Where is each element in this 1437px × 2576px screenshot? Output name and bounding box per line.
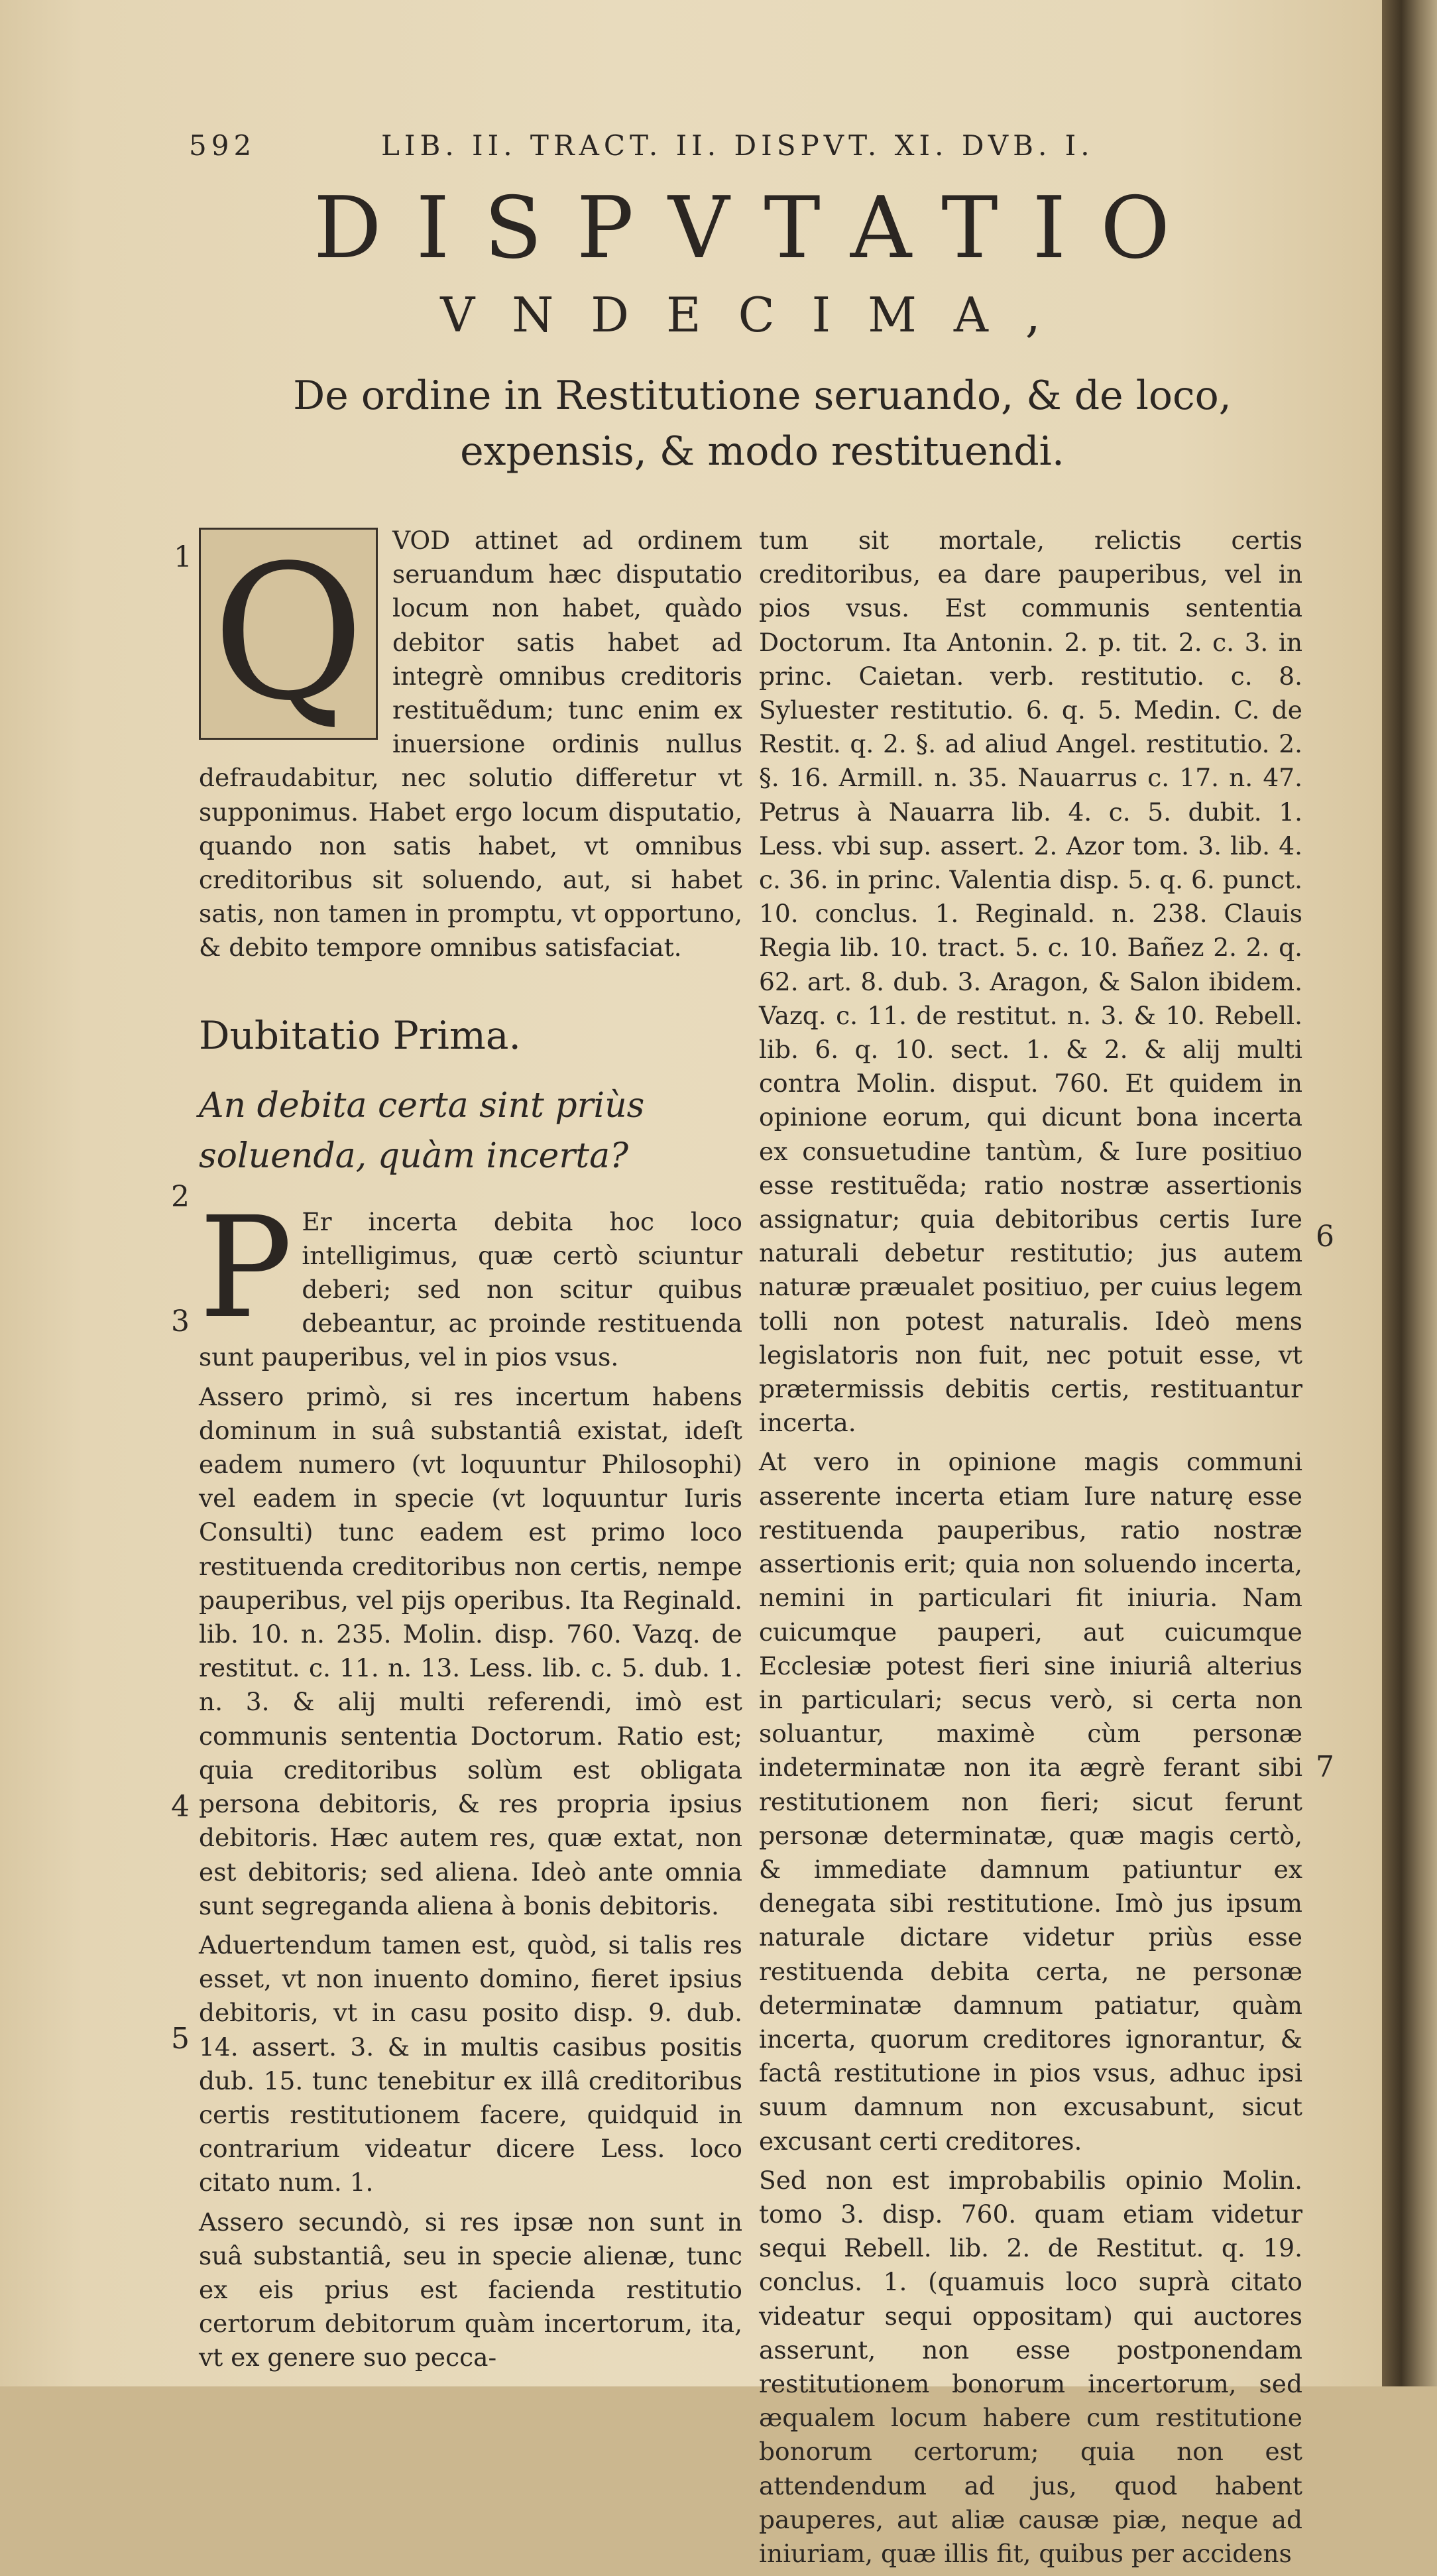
- paragraph-2-text: Er incerta debita hoc loco intelligimus, quæ certò sciuntur deberi; sed non scitur quibus debeantur, ac proinde restituenda sunt pauperibus, vel in pios vsus.: [199, 1206, 742, 1372]
- margin-number-1: 1: [174, 540, 192, 574]
- running-head-text: LIB. II. TRACT. II. DISPVT. XI. DVB. I.: [381, 129, 1094, 162]
- dubitatio-heading: Dubitatio Prima.: [199, 1012, 521, 1058]
- paragraph-1: [199, 524, 742, 965]
- page-number: 592: [189, 129, 257, 162]
- right-paragraph-2: At vero in opinione magis communi asserente incerta etiam Iure naturę esse restituenda pauperibus, ratio nostræ assertionis erit; quia non soluendo incerta, nemini in particulari fit iniuria. Nam cuicumque pauperi, aut cuicumque Ecclesiæ potest fieri sine iniuriâ alterius in particulari; secus verò, si certa non soluantur, maximè cùm personæ indeterminatæ non ita ægrè ferant sibi restitutionem non fieri; sicut ferunt personæ determinatæ, quæ magis certò, & immediate damnum patiuntur ex denegata sibi restitutione. Imò jus ipsum naturale dictare videtur priùs esse restituenda debita certa, ne personæ determinatæ damnum patiatur, quàm incerta, quorum creditores ignorantur, & factâ restitutione in pios vsus, adhuc ipsi suum damnum non excusabunt, sicut excusant certi creditores.: [759, 1447, 1302, 2156]
- right-paragraph-1: tum sit mortale, relictis certis creditoribus, ea dare pauperibus, vel in pios vsus. Est communis sententia Doctorum. Ita Antonin. 2. p. tit. 2. c. 3. in princ. Caietan. verb. restitutio. c. 8. Syluester restitutio. 6. q. 5. Medin. C. de Restit. q. 2. §. ad aliud Angel. restitutio. 2. §. 16. Armill. n. 35. Nauarrus c. 17. n. 47. Petrus à Nauarra lib. 4. c. 5. dubit. 1. Less. vbi sup. assert. 2. Azor tom. 3. lib. 4. c. 36. in princ. Valentia disp. 5. q. 6. punct. 10. conclus. 1. Reginald. n. 238. Clauis Regia lib. 10. tract. 5. c. 10. Bañez 2. 2. q. 62. art. 8. dub. 3. Aragon, & Salon ibidem. Vazq. c. 11. de restitut. n. 3. & 10. Rebell. lib. 6. q. 10. sect. 1. & 2. & alij multi contra Molin. disput. 760. Et quidem in opinione eorum, qui dicunt bona incerta ex consuetudine tantùm, & Iure positiuo esse restituẽda; ratio nostræ assertionis assignatur; quia debitoribus certis Iure naturali debetur restitutio; jus autem naturæ præualet positiuo, per cuius legem tolli non potest naturalis. Ideò mens legislatoris non fuit, nec potuit esse, vt prætermissis debitis certis, restituantur incerta.: [759, 526, 1302, 1438]
- paragraph-2: [199, 1186, 742, 1375]
- paragraph-5: Assero secundò, si res ipsæ non sunt in suâ substantiâ, seu in specie alienæ, tunc ex eis prius est facienda restitutio certorum debitorum quàm incertorum, ita, vt ex genere suo pecca-: [199, 2207, 742, 2372]
- chapter-subtitle: De ordine in Restitutione seruando, & de loco, expensis, & modo restituendi.: [293, 373, 1232, 475]
- drop-initial-p: P: [199, 1186, 293, 1349]
- margin-number-3: 3: [171, 1305, 190, 1338]
- ornamented-initial-q: Q: [199, 528, 378, 740]
- right-column: [759, 524, 1302, 2576]
- right-paragraph-3: Sed non est improbabilis opinio Molin. tomo 3. disp. 760. quam etiam videtur sequi Rebell. lib. 2. de Restitut. q. 19. conclus. 1. (quamuis loco suprà citato videatur sequi oppositam) qui auctores asserunt, non esse postponendam restitutionem bonorum incertorum, sed æqualem locum habere cum restitutione bonorum certorum; quia non est attendendum ad jus, quod habent pauperes, aut aliæ causæ piæ, neque ad iniuriam, quæ illis fit, quibus per accidens: [759, 2165, 1302, 2568]
- title-disputatio: DISPVTATIO: [313, 179, 1205, 278]
- margin-number-4: 4: [171, 1790, 190, 1824]
- dubitatio-question: An debita certa sint priùs soluenda, quàm incerta?: [199, 1085, 645, 1176]
- margin-number-7: 7: [1316, 1750, 1334, 1784]
- paragraph-4: Aduertendum tamen est, quòd, si talis res esset, vt non inuento domino, fieret ipsius debitoris, vt in casu posito disp. 9. dub. 14. assert. 3. & in multis casibus positis dub. 15. tunc tenebitur ex illâ creditoribus certis restitutionem facere, quidquid in contrarium videatur dicere Less. loco citato num. 1.: [199, 1930, 742, 2197]
- margin-number-6: 6: [1316, 1220, 1334, 1254]
- left-column: [199, 524, 742, 2380]
- paragraph-3: Assero primò, si res incertum habens dominum in suâ substantiâ existat, ideſt eadem numero (vt loquuntur Philosophi) vel eadem in specie (vt loquuntur Iuris Consulti) tunc eadem est primo loco restituenda creditoribus non certis, nempe pauperibus, vel pijs operibus. Ita Reginald. lib. 10. n. 235. Molin. disp. 760. Vazq. de restitut. c. 11. n. 13. Less. lib. c. 5. dub. 1. n. 3. & alij multi referendi, imò est communis sententia Doctorum. Ratio est; quia creditoribus solùm est obligata persona debitoris, & res propria ipsius debitoris. Hæc autem res, quæ extat, non est debitoris; sed aliena. Ideò ante omnia sunt segreganda aliena à bonis debitoris.: [199, 1381, 742, 1920]
- title-undecima: VNDECIMA,: [440, 287, 1078, 343]
- running-head: [189, 129, 1329, 169]
- margin-number-5: 5: [171, 2022, 190, 2056]
- margin-number-2: 2: [171, 1180, 190, 1214]
- paragraph-1-text: VOD attinet ad ordinem seruandum hæc disputatio locum non habet, quàdo debitor satis habet ad integrè omnibus creditoris restituẽdum; tunc enim ex inuersione ordinis nullus defraudabitur, nec solutio differetur vt supponimus. Habet ergo locum disputatio, quando non satis habet, vt omnibus creditoribus sit soluendo, aut, si habet satis, non tamen in promptu, vt opportuno, & debito tempore omnibus satisfaciat.: [199, 526, 742, 963]
- book-spine-edge: [1382, 0, 1437, 2386]
